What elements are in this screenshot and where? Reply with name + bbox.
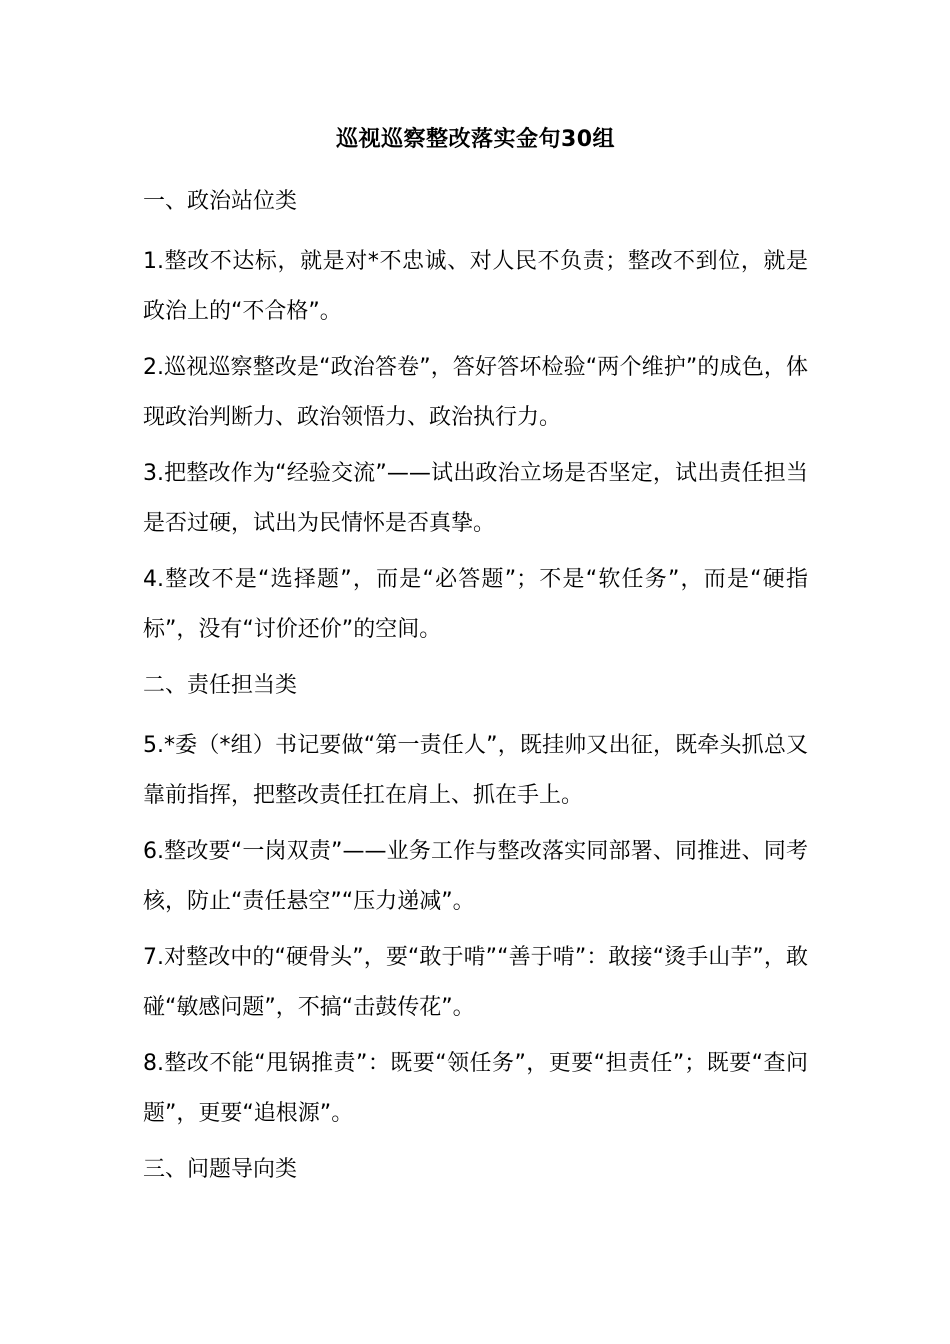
paragraph-item-8: 8.整改不能“甩锅推责”：既要“领任务”，更要“担责任”；既要“查问题”，更要“追根源”。 xyxy=(143,1051,808,1126)
paragraph-item-1: 1.整改不达标，就是对*不忠诚、对人民不负责；整改不到位，就是政治上的“不合格”。 xyxy=(143,249,808,324)
section-heading-politics: 一、政治站位类 xyxy=(143,189,298,214)
paragraph-item-2: 2.巡视巡察整改是“政治答卷”，答好答坏检验“两个维护”的成色，体现政治判断力、政治领悟力、政治执行力。 xyxy=(143,355,808,430)
paragraph-item-6: 6.整改要“一岗双责”——业务工作与整改落实同部署、同推进、同考核，防止“责任悬空”“压力递减”。 xyxy=(143,839,808,914)
section-heading-problem-oriented: 三、问题导向类 xyxy=(143,1157,298,1182)
section-heading-responsibility: 二、责任担当类 xyxy=(143,673,298,698)
paragraph-item-3: 3.把整改作为“经验交流”——试出政治立场是否坚定，试出责任担当是否过硬，试出为民情怀是否真挚。 xyxy=(143,461,808,536)
document-title: 巡视巡察整改落实金句30组 xyxy=(335,127,616,152)
paragraph-item-4: 4.整改不是“选择题”，而是“必答题”；不是“软任务”，而是“硬指标”，没有“讨价还价”的空间。 xyxy=(143,567,808,642)
paragraph-item-5: 5.*委（*组）书记要做“第一责任人”，既挂帅又出征，既牵头抓总又靠前指挥，把整改责任扛在肩上、抓在手上。 xyxy=(143,733,808,808)
paragraph-item-7: 7.对整改中的“硬骨头”，要“敢于啃”“善于啃”：敢接“烫手山芋”，敢碰“敏感问题”，不搞“击鼓传花”。 xyxy=(143,945,808,1020)
document-page xyxy=(143,120,808,1205)
